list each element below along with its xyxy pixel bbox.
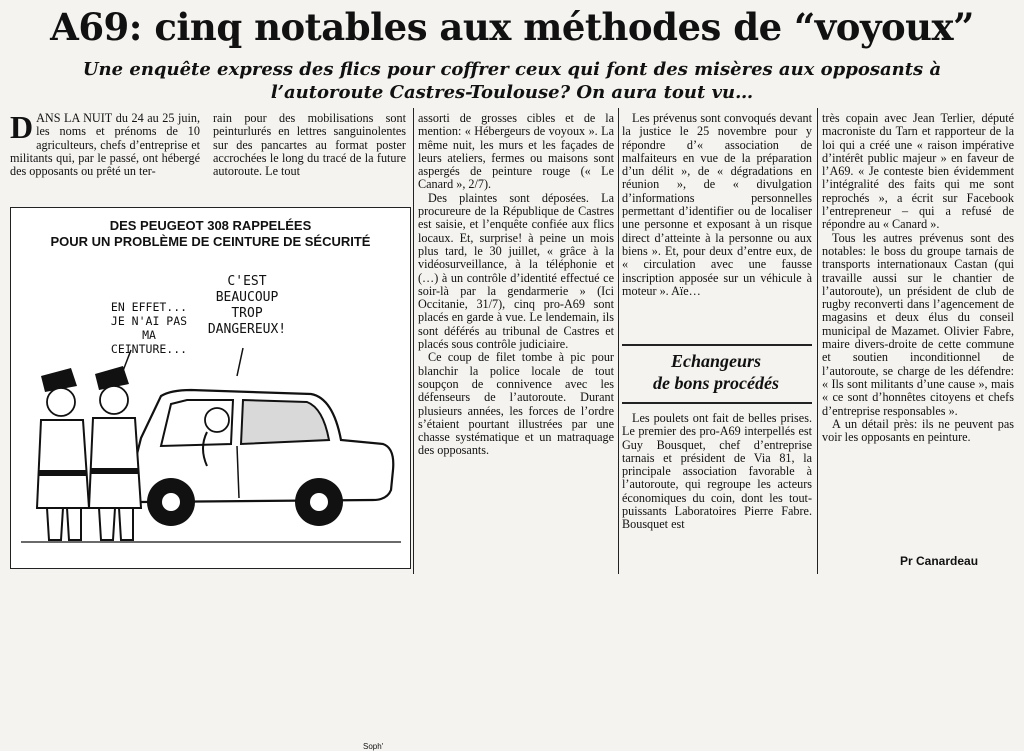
- car-wheel-rear-hub: [310, 493, 328, 511]
- cartoon-drawing: [11, 208, 410, 568]
- column-rule: [817, 108, 818, 574]
- gendarme-2-legs: [99, 508, 133, 540]
- column-rule: [618, 108, 619, 574]
- box-heading-line-1: Echangeurs: [670, 351, 762, 371]
- cartoon-title-line-2: POUR UN PROBLÈME DE CEINTURE DE SÉCURITÉ: [50, 234, 371, 249]
- gendarme-1-legs: [47, 508, 81, 540]
- cartoon-illustration: [10, 207, 411, 751]
- column-3-paragraph-3: Ce coup de filet tombe à pic pour blanchir la police locale de tout soupçon de connivence avec les défenseurs de l’autoroute. Durant plusieurs années, les forces de l’ordre s’étaient pourtant illustrées par une chasse systématique et un matraquage des opposants.: [418, 350, 614, 458]
- column-3-paragraph-1: assorti de grosses cibles et de la mention: « Hébergeurs de voyoux ». La même nuit, les murs et les façades de leurs ateliers, fermes ou maisons sont aspergés de peinture rouge (« Le Canard », 2/7).: [418, 111, 614, 192]
- column-2-paragraph: rain pour des mobilisations sont peinturlurés en lettres sanguinolentes sur des pancartes au format poster accrochées le long du tracé de la future autoroute. Le tout: [213, 111, 406, 179]
- column-4-paragraph-2: Les poulets ont fait de belles prises. Le premier des pro-A69 interpellés est Guy Bousquet, chef d’entreprise tarnais et président de Via 81, la principale association favorable à l’autoroute, qui regroupe les acteurs économiques du coin, dont les tout-puissants Laboratoires Pierre Fabre. Bousquet est: [622, 411, 812, 532]
- gendarme-2-belt: [91, 468, 139, 474]
- column-5-paragraph-1: très copain avec Jean Terlier, député macroniste du Tarn et rapporteur de la loi qui a créé une « raison impérative d’intérêt public majeur » en faveur de l’A69. « Je conteste bien évidemment l’intégralité des faits qui me sont reprochés », a écrit sur Facebook l’entrepreneur – qui a refusé de répondre au « Canard ».: [822, 111, 1014, 232]
- column-5: [822, 112, 1014, 444]
- box-rule-top: [622, 344, 812, 346]
- bubble-tail-right: [237, 348, 243, 376]
- gendarme-2-head: [100, 386, 128, 414]
- column-1-paragraph: [10, 109, 201, 179]
- column-4-paragraph-1: Les prévenus sont convoqués devant la justice le 25 novembre pour y répondre d’« association de malfaiteurs en vue de la préparation d’un délit », de « dégradations en réunion », de « divulgation d’informations personnelles permettant d’identifier ou de localiser une personne et exposant à un risque direct d’atteinte à la personne ou aux biens ». Et, pour deux d’entre eux, de « circulation avec une fausse inscription apposée sur un véhicule à moteur ». Aïe…: [622, 111, 812, 298]
- car-wheel-front-hub: [162, 493, 180, 511]
- speech-bubble-right: C'EST BEAUCOUP TROP DANGEREUX!: [207, 274, 287, 337]
- gendarme-2-body: [89, 418, 141, 508]
- column-4: [622, 112, 812, 298]
- box-heading-line-2: de bons procédés: [653, 373, 779, 393]
- column-1-text: du 24 au 25 juin, les noms et prénoms de 10 agriculteurs, chefs d’entreprise et militants qui, par le passé, ont hébergé des opposants ou prêté un ter-: [10, 111, 201, 179]
- author-signature: Pr Canardeau: [900, 554, 979, 568]
- driver-head: [205, 408, 229, 432]
- box-heading: [622, 350, 810, 394]
- cartoon-title-line-1: DES PEUGEOT 308 RAPPELÉES: [109, 218, 312, 233]
- column-5-paragraph-2: Tous les autres prévenus sont des notables: le boss du groupe tarnais de transports internationaux Castan (qui travaille aussi sur le chantier de l’autoroute), un président de club de rugby reconverti dans l’agencement de magasins et deux élus du conseil municipal de Mazamet. Olivier Fabre, maire divers-droite de cette commune et soutien inconditionnel de l’autoroute, se charge de les défendre: « Ils sont militants d’une cause », mais « ce sont d’honnêtes citoyens et chefs d’entreprise responsables ».: [822, 230, 1014, 418]
- column-4-continued: [622, 412, 812, 532]
- column-3: [418, 112, 614, 458]
- column-5-paragraph-3: A un détail près: ils ne peuvent pas voir les opposants en peinture.: [822, 416, 1014, 445]
- column-1: [10, 109, 201, 179]
- headline: A69: cinq notables aux méthodes de “voyoux”: [50, 5, 974, 49]
- gendarme-1-body: [37, 420, 89, 508]
- gendarme-1-belt: [39, 470, 87, 476]
- lead-words: ANS LA NUIT: [36, 111, 113, 125]
- box-rule-bottom: [622, 402, 812, 404]
- gendarme-1-head: [47, 388, 75, 416]
- cartoonist-signature: Soph': [363, 742, 384, 751]
- drop-cap: D: [10, 109, 34, 145]
- subheadline: Une enquête express des flics pour coffrer ceux qui font des misères aux opposants à l’autoroute Castres-Toulouse? On aura tout vu…: [82, 59, 942, 103]
- column-3-paragraph-2: Des plaintes sont déposées. La procureure de la République de Castres est saisie, et l’enquête confiée aux flics locaux. Et, surprise! à peine un mois plus tard, le 30 juillet, « grâce à la vidéosurveillance, à la téléphonie et (…) à un contrôle d’identité effectué ce soir-là par la gendarmerie » (Ici Occitanie, 31/7), cinq pro-A69 sont placés en garde à vue. Le lendemain, ils sont déférés au tribunal de Castres et placés sous contrôle judiciaire.: [418, 190, 614, 352]
- column-rule: [413, 108, 414, 574]
- column-2: [213, 112, 406, 178]
- speech-bubble-left: EN EFFET... JE N'AI PAS MA CEINTURE...: [110, 300, 188, 356]
